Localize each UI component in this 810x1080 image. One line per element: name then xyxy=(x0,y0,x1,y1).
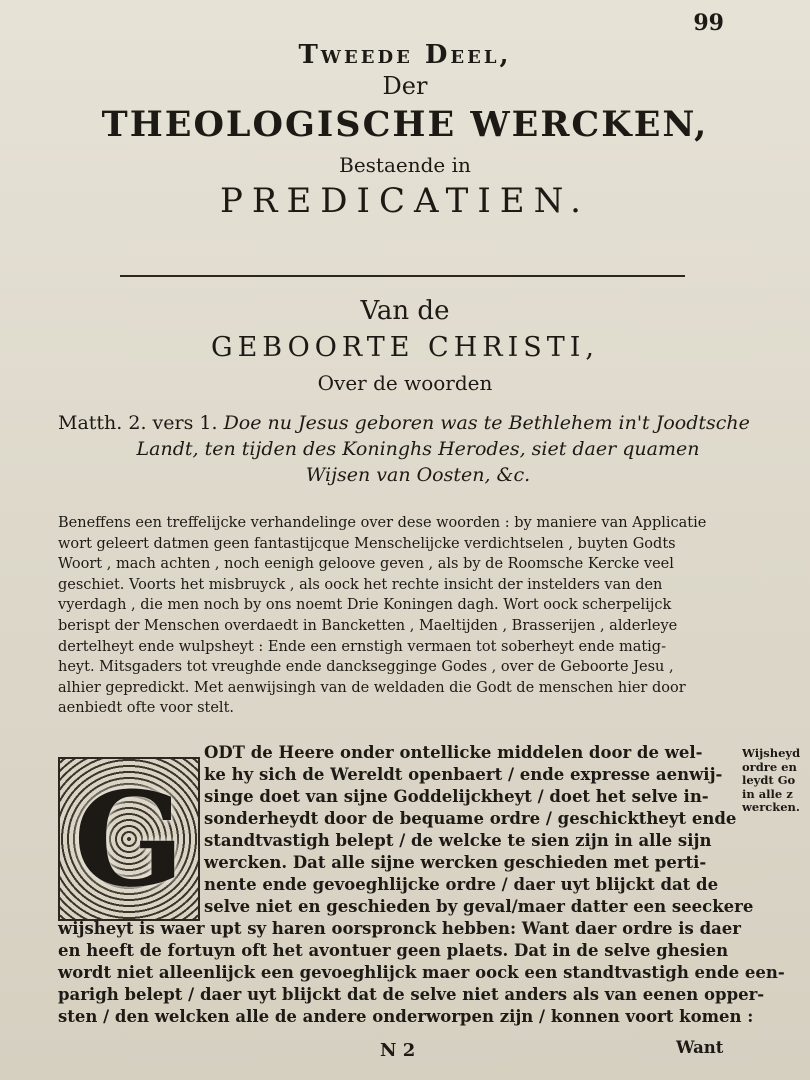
sermon-summary xyxy=(58,513,738,719)
part-title: Tweede Deel, xyxy=(298,40,512,70)
page-number: 99 xyxy=(693,10,724,36)
body-line: ODT de Heere onder ontellicke middelen door de wel- xyxy=(204,743,703,762)
summary-line: alhier gepredickt. Met aenwijsingh van de weldaden die Godt de menschen hier door xyxy=(58,679,686,696)
scripture-passage xyxy=(58,410,778,488)
body-line: ke hy sich de Wereldt openbaert / ende expresse aenwij- xyxy=(204,765,723,784)
margin-note-line: ordre en xyxy=(742,759,797,774)
body-line: en heeft de fortuyn oft het avontuer geen plaets. Dat in de selve ghesien xyxy=(58,941,729,960)
over-line: Over de woorden xyxy=(317,371,493,395)
scripture-quote-line: Landt, ten tijden des Koninghs Herodes, siet daer quamen xyxy=(136,438,700,460)
summary-line: heyt. Mitsgaders tot vreughde ende dancksegginge Godes , over de Geboorte Jesu , xyxy=(58,659,674,676)
body-line: wordt niet alleenlijck een gevoeghlijck maer oock een standtvastigh ende een- xyxy=(58,963,785,982)
margin-note-line: Wijsheyd xyxy=(742,747,801,760)
body-line: parigh belept / daer uyt blijckt dat de selve niet anders als van eenen opper- xyxy=(58,985,765,1004)
signature-mark: N 2 xyxy=(380,1040,416,1061)
body-line: selve niet en geschieden by geval/maer datter een seeckere xyxy=(204,897,754,916)
catchword: Want xyxy=(676,1038,724,1057)
body-line: sten / den welcken alle de andere onderworpen zijn / konnen voort komen : xyxy=(58,1007,754,1026)
scripture-quote-line: Wijsen van Oosten, &c. xyxy=(305,464,531,486)
body-line: wijsheyt is waer upt sy haren oorspronck hebben: Want daer ordre is daer xyxy=(58,919,742,938)
body-line: wercken. Dat alle sijne wercken geschieden met perti- xyxy=(204,853,707,872)
body-line: singe doet van sijne Goddelijckheyt / doet het selve in- xyxy=(204,787,709,806)
margin-note xyxy=(742,747,810,815)
scripture-quote-line: Doe nu Jesus geboren was te Bethlehem in't Joodtsche xyxy=(223,412,750,434)
summary-line: Woort , mach achten , noch eenigh geloove geven , als by de Roomsche Kercke veel xyxy=(58,556,674,573)
scripture-reference: Matth. 2. vers 1. xyxy=(58,412,218,434)
sermon-subject: GEBOORTE CHRISTI, xyxy=(211,332,599,363)
summary-line: vyerdagh , die men noch by ons noemt Drie Koningen dagh. Wort oock scherpelijck xyxy=(58,597,672,614)
summary-line: Beneffens een treffelijcke verhandelinge over dese woorden : by maniere van Applicatie xyxy=(58,515,707,531)
body-line: sonderheydt door de bequame ordre / geschicktheyt ende xyxy=(204,809,737,828)
title-block xyxy=(0,40,810,221)
summary-line: wort geleert datmen geen fantastijcque Menschelijcke verdichtselen , buyten Godts xyxy=(58,535,676,552)
van-line: Van de xyxy=(360,296,450,326)
body-line: standtvastigh belept / de welcke te sien zijn in alle sijn xyxy=(204,831,712,850)
margin-note-line: leydt Go xyxy=(742,773,796,787)
genre-title: PREDICATIEN. xyxy=(219,181,590,221)
summary-line: aenbiedt ofte voor stelt. xyxy=(58,700,235,717)
main-title: THEOLOGISCHE WERCKEN, xyxy=(101,104,709,145)
der-line: Der xyxy=(382,72,428,100)
margin-note-line: in alle z xyxy=(742,786,793,801)
divider-rule xyxy=(120,275,685,277)
consisting-line: Bestaende in xyxy=(339,153,471,177)
summary-line: dertelheyt ende wulpsheyt : Ende een ernstigh vermaen tot soberheyt ende matig- xyxy=(58,638,666,655)
margin-note-line: wercken. xyxy=(742,800,800,814)
sermon-heading xyxy=(0,296,810,395)
initial-letter: G xyxy=(73,762,185,916)
body-line: nente ende gevoeghlijcke ordre / daer uyt blijckt dat de xyxy=(204,875,719,894)
summary-line: berispt der Menschen overdaedt in Bancketten , Maeltijden , Brasserijen , alderleye xyxy=(58,617,678,634)
summary-line: geschiet. Voorts het misbruyck , als oock het rechte insicht der instelders van den xyxy=(58,576,663,593)
